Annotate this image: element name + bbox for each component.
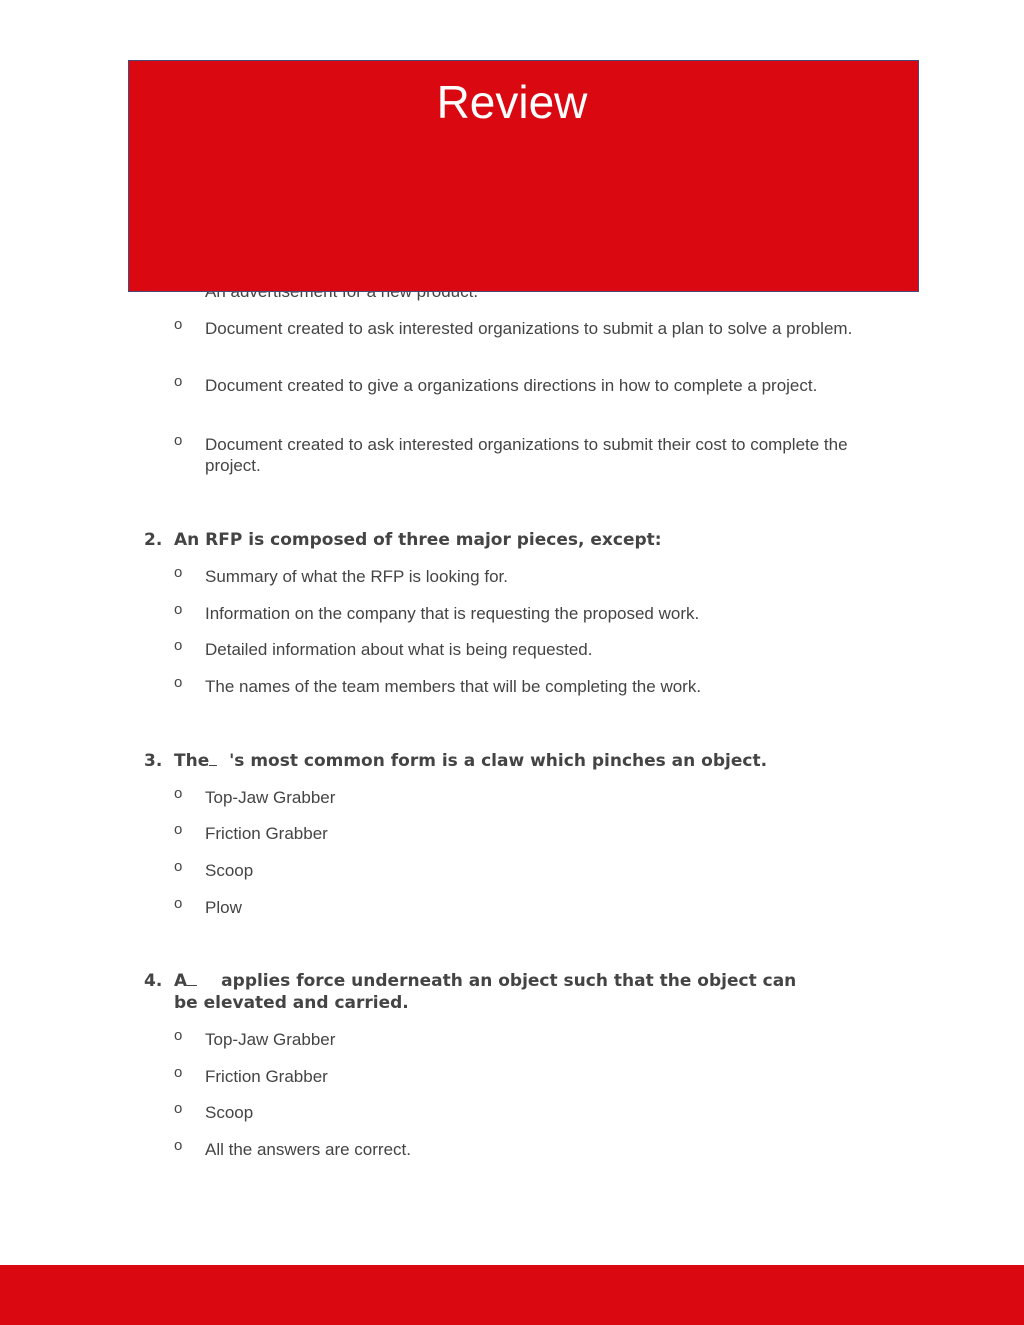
option-4d [174,1139,904,1160]
fill-in-blank [187,971,197,986]
question-text: An RFP is composed of three major pieces, except: [174,530,662,550]
option-1c [174,375,834,396]
question-number: 2. [144,530,163,550]
option-3d [174,897,904,918]
option-text: Top-Jaw Grabber [205,1030,336,1049]
option-text: Information on the company that is requesting the proposed work. [205,604,700,623]
option-text: Document created to give a organizations directions in how to complete a project. [205,376,818,395]
option-text: Scoop [205,1103,254,1122]
option-text: Friction Grabber [205,1067,328,1086]
option-1d [174,434,904,476]
bullet-icon: o [174,674,183,691]
page-title: Review [436,76,588,128]
option-1b [174,318,854,339]
question-number: 3. [144,751,163,771]
option-text: All the answers are correct. [205,1140,411,1159]
bullet-icon: o [174,564,183,581]
option-2a [174,566,904,587]
option-text: Friction Grabber [205,824,328,843]
bullet-icon: o [174,858,183,875]
question-text-start: A [174,971,188,991]
option-4a [174,1029,904,1050]
option-2c [174,639,904,660]
bullet-icon: o [174,1137,183,1154]
question-number: 4. [144,971,163,991]
bullet-icon: o [174,1027,183,1044]
question-text [174,970,824,1014]
bullet-icon: o [174,1100,183,1117]
option-3c [174,860,904,881]
option-2b [174,603,904,624]
question-text [174,750,844,772]
fill-in-blank [209,751,217,766]
bullet-icon: o [174,601,183,618]
option-text: The names of the team members that will be completing the work. [205,677,702,696]
question-text-end: applies force underneath an object such that the object can be elevated and carried. [174,971,797,1013]
question-3-prompt [144,750,844,772]
bullet-icon: o [174,785,183,802]
option-2d [174,676,904,697]
option-3b [174,823,904,844]
option-text: Plow [205,898,242,917]
option-text: Document created to ask interested organizations to submit a plan to solve a problem. [205,319,853,338]
bullet-icon: o [174,432,183,449]
bullet-icon: o [174,316,183,333]
question-2-prompt [144,529,844,551]
option-3a [174,787,904,808]
footer-bar [0,1265,1024,1325]
bullet-icon: o [174,373,183,390]
option-4b [174,1066,904,1087]
bullet-icon: o [174,821,183,838]
question-text-end: 's most common form is a claw which pinches an object. [229,751,768,771]
question-text-start: The [174,751,210,771]
option-text: Detailed information about what is being requested. [205,640,593,659]
question-4-prompt [144,970,824,1014]
bullet-icon: o [174,895,183,912]
option-4c [174,1102,904,1123]
option-text: Document created to ask interested organizations to submit their cost to complete the project. [205,435,848,475]
option-text: Summary of what the RFP is looking for. [205,567,508,586]
option-text: Top-Jaw Grabber [205,788,336,807]
bullet-icon: o [174,637,183,654]
option-text: Scoop [205,861,254,880]
bullet-icon: o [174,1064,183,1081]
